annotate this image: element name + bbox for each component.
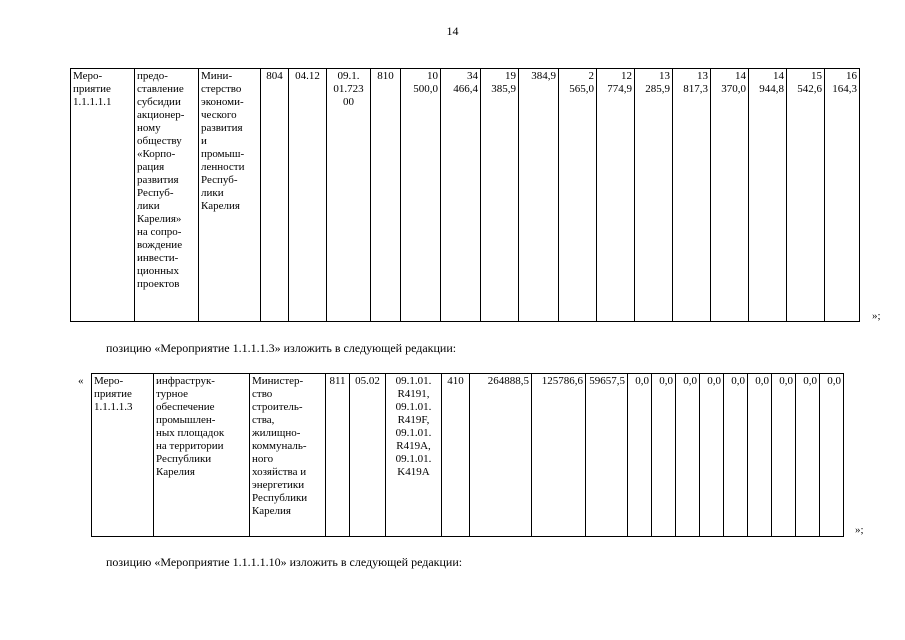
measure-id-cell: Меро- приятие 1.1.1.1.1 [71, 69, 135, 322]
expense-type-cell: 410 [442, 374, 470, 537]
value-cell: 59657,5 [586, 374, 628, 537]
measure-id-cell: Меро- приятие 1.1.1.1.3 [92, 374, 154, 537]
instruction-text: позицию «Мероприятие 1.1.1.1.3» изложить в следующей редакции: [106, 341, 457, 355]
page-number: 14 [446, 24, 459, 38]
value-cell: 0,0 [820, 374, 844, 537]
measure-table-1 [70, 68, 860, 322]
target-article-cell: 09.1. 01.723 00 [327, 69, 371, 322]
table-closing-quote: »; [855, 524, 864, 536]
measure-table-2 [91, 373, 844, 537]
value-cell: 125786,6 [532, 374, 586, 537]
value-cell: 0,0 [700, 374, 724, 537]
value-cell: 0,0 [724, 374, 748, 537]
value-cell: 0,0 [652, 374, 676, 537]
value-cell: 34 466,4 [441, 69, 481, 322]
grbs-code-cell: 811 [326, 374, 350, 537]
value-cell: 0,0 [628, 374, 652, 537]
section-code-cell: 04.12 [289, 69, 327, 322]
table-opening-quote: « [78, 375, 84, 387]
target-article-cell: 09.1.01. R4191, 09.1.01. R419F, 09.1.01. R419A, 09.1.01. K419A [386, 374, 442, 537]
value-cell: 15 542,6 [787, 69, 825, 322]
value-cell: 0,0 [676, 374, 700, 537]
responsible-cell: Министер- ство строитель- ства, жилищно- коммуналь- ного хозяйства и энергетики Республики Карелия [250, 374, 326, 537]
measure-name-cell: инфраструк- турное обеспечение промышлен- ных площадок на территории Республики Карелия [154, 374, 250, 537]
value-cell: 14 370,0 [711, 69, 749, 322]
value-cell: 2 565,0 [559, 69, 597, 322]
value-cell: 10 500,0 [401, 69, 441, 322]
value-cell: 16 164,3 [825, 69, 860, 322]
instruction-text: позицию «Мероприятие 1.1.1.1.10» изложить в следующей редакции: [106, 555, 463, 569]
section-code-cell: 05.02 [350, 374, 386, 537]
table-row [92, 374, 844, 537]
table-row [71, 69, 860, 322]
value-cell: 264888,5 [470, 374, 532, 537]
value-cell: 384,9 [519, 69, 559, 322]
table-closing-quote: »; [872, 310, 881, 322]
value-cell: 0,0 [748, 374, 772, 537]
value-cell: 13 285,9 [635, 69, 673, 322]
value-cell: 12 774,9 [597, 69, 635, 322]
value-cell: 13 817,3 [673, 69, 711, 322]
expense-type-cell: 810 [371, 69, 401, 322]
measure-name-cell: предо- ставление субсидии акционер- ному обществу «Корпо- рация развития Респуб- лики Карелия» на сопро- вождение инвести- ционных проектов [135, 69, 199, 322]
value-cell: 14 944,8 [749, 69, 787, 322]
responsible-cell: Мини- стерство экономи- ческого развития и промыш- ленности Респуб- лики Карелия [199, 69, 261, 322]
value-cell: 19 385,9 [481, 69, 519, 322]
grbs-code-cell: 804 [261, 69, 289, 322]
value-cell: 0,0 [796, 374, 820, 537]
value-cell: 0,0 [772, 374, 796, 537]
